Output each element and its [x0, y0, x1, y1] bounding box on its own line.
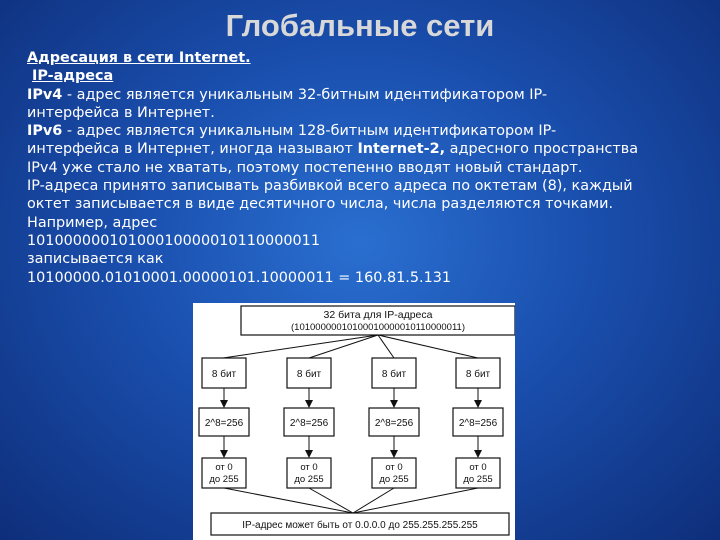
- octet-range-to: до 255: [379, 474, 409, 485]
- octet-column-3: [369, 358, 419, 488]
- header-connectors: [223, 335, 478, 358]
- octet-power: 2^8=256: [204, 418, 244, 429]
- ipv6-text-2b: адресного пространства: [445, 141, 639, 158]
- ip-address-diagram: [193, 303, 515, 540]
- octet-range-from: от 0: [215, 462, 233, 473]
- binary-address: 10100000010100010000010110000011: [27, 232, 320, 249]
- ipv6-text-1: - адрес является уникальным 128-битным идентификатором IP-: [62, 123, 557, 140]
- octet-range-to: до 255: [209, 474, 239, 485]
- footer-connectors: [224, 488, 478, 513]
- octet-column-2: [284, 358, 334, 488]
- octet-bits: 8 бит: [381, 369, 407, 380]
- octet-column-4: [453, 358, 503, 488]
- octet-power: 2^8=256: [458, 418, 498, 429]
- ipv6-text-3: IPv4 уже стало не хватать, поэтому постепенно вводят новый стандарт.: [27, 159, 583, 176]
- diagram-svg: [193, 303, 515, 540]
- dotted-address: 10100000.01010001.00000101.10000011 = 160.81.5.131: [27, 269, 452, 286]
- octet-range-to: до 255: [294, 474, 324, 485]
- ipv4-text-2: интерфейса в Интернет.: [27, 104, 215, 121]
- octet-bits: 8 бит: [296, 369, 322, 380]
- footer-text: IP-адрес может быть от 0.0.0.0 до 255.255.255.255: [242, 520, 478, 531]
- ipv6-label: IPv6: [27, 123, 63, 140]
- slide-body: [27, 49, 717, 287]
- octet-power: 2^8=256: [289, 418, 329, 429]
- ipv6-internet2: Internet-2,: [357, 141, 446, 158]
- header-title: 32 бита для IP-адреса: [323, 309, 433, 321]
- octet-range-from: от 0: [469, 462, 487, 473]
- octet-range-from: от 0: [300, 462, 318, 473]
- ipv4-label: IPv4: [27, 86, 63, 103]
- ipv4-text-1: - адрес является уникальным 32-битным идентификатором IP-: [62, 86, 548, 103]
- notation-text-1: IP-адреса принято записывать разбивкой всего адреса по октетам (8), каждый: [27, 178, 633, 195]
- octet-range-to: до 255: [463, 474, 493, 485]
- octet-range-from: от 0: [385, 462, 403, 473]
- octet-power: 2^8=256: [374, 418, 414, 429]
- ipv6-text-2a: интерфейса в Интернет, иногда называют: [27, 141, 358, 158]
- octet-column-1: [199, 358, 249, 488]
- octet-bits: 8 бит: [211, 369, 237, 380]
- notation-text-3: Например, адрес: [27, 214, 158, 231]
- notation-text-5: записывается как: [27, 251, 164, 268]
- section-heading: Адресация в сети Internet.: [27, 50, 251, 66]
- section-subheading: IP-адреса: [32, 68, 114, 85]
- notation-text-2: октет записывается в виде десятичного числа, числа разделяются точками.: [27, 196, 614, 213]
- slide-title: Глобальные сети: [225, 8, 495, 43]
- header-binary: (10100000010100010000010110000011): [291, 322, 465, 333]
- octet-bits: 8 бит: [465, 369, 491, 380]
